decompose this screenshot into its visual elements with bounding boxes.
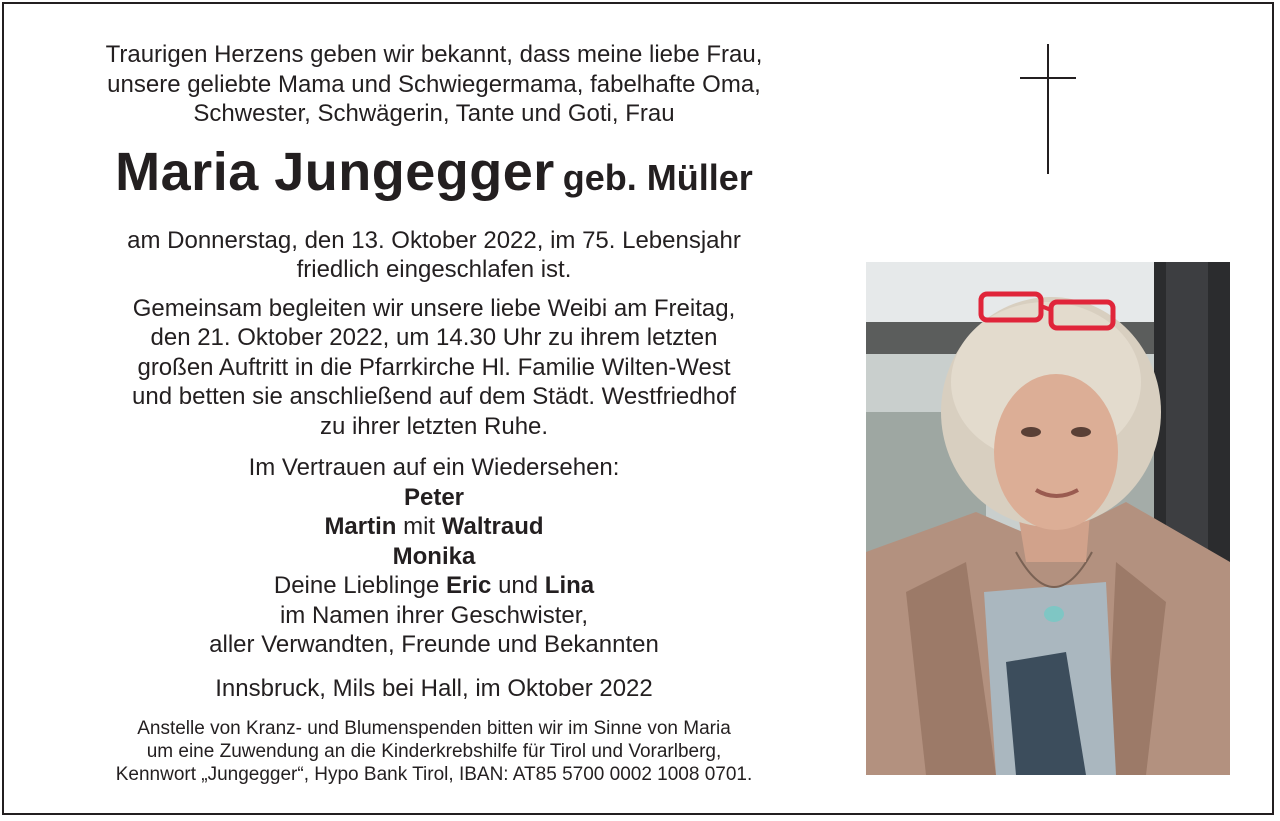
death-line: friedlich eingeschlafen ist.	[296, 256, 572, 283]
portrait-photo	[866, 262, 1230, 775]
mourner-waltraud: Waltraud	[441, 513, 544, 540]
funeral-text	[30, 294, 838, 442]
intro-text	[30, 40, 838, 129]
place-date: Innsbruck, Mils bei Hall, im Oktober 2022	[215, 674, 653, 702]
mourners-intro: Im Vertrauen auf ein Wiedersehen:	[248, 454, 620, 481]
death-text	[30, 226, 838, 285]
siblings-line: im Namen ihrer Geschwister,	[279, 601, 589, 629]
funeral-line: zu ihrer letzten Ruhe.	[319, 412, 549, 440]
deceased-name: Maria Jungegger	[115, 141, 555, 202]
donation-text	[30, 717, 838, 786]
deceased-name-heading	[30, 139, 838, 216]
grandkids-line	[30, 571, 838, 601]
funeral-line: Gemeinsam begleiten wir unsere liebe Weibi am Freitag,	[132, 294, 736, 322]
funeral-line: großen Auftritt in die Pfarrkirche Hl. Familie Wilten-West	[137, 353, 731, 381]
donation-line: Anstelle von Kranz- und Blumenspenden bitten wir im Sinne von Maria	[137, 718, 731, 739]
obituary-text	[30, 40, 838, 786]
latin-cross-icon	[1018, 44, 1078, 174]
birth-name: geb. Müller	[562, 156, 753, 198]
mourner-martin: Martin	[324, 513, 397, 540]
mourner-martin-line	[30, 512, 838, 542]
grandkids-prefix: Deine Lieblinge	[273, 572, 440, 599]
others-line: aller Verwandten, Freunde und Bekannten	[209, 631, 659, 658]
funeral-line: den 21. Oktober 2022, um 14.30 Uhr zu ihrem letzten	[150, 324, 718, 351]
connector-with: mit	[403, 513, 436, 540]
intro-line: unsere geliebte Mama und Schwiegermama, fabelhafte Oma,	[107, 70, 761, 98]
intro-line: Traurigen Herzens geben wir bekannt, dass meine liebe Frau,	[105, 41, 763, 68]
donation-line: um eine Zuwendung an die Kinderkrebshilfe für Tirol und Vorarlberg,	[146, 741, 722, 762]
intro-line: Schwester, Schwägerin, Tante und Goti, Frau	[193, 100, 675, 127]
connector-and: und	[498, 572, 539, 599]
mourners-text	[30, 453, 838, 660]
mourner-monika: Monika	[392, 542, 476, 570]
death-line: am Donnerstag, den 13. Oktober 2022, im 75. Lebensjahr	[127, 226, 741, 254]
mourner-peter: Peter	[403, 483, 465, 511]
mourner-eric: Eric	[446, 572, 492, 599]
mourner-lina: Lina	[544, 572, 595, 599]
funeral-line: und betten sie anschließend auf dem Städt. Westfriedhof	[132, 383, 736, 410]
donation-line: Kennwort „Jungegger“, Hypo Bank Tirol, IBAN: AT85 5700 0002 1008 0701.	[115, 764, 753, 785]
